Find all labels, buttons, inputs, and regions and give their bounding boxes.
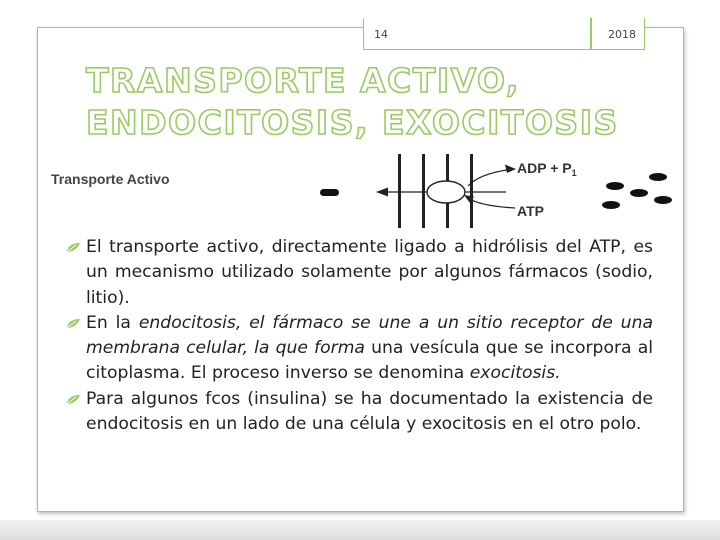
page-bottom-shadow xyxy=(0,520,720,540)
membrane-left-outer xyxy=(422,154,425,228)
ion-5 xyxy=(654,196,672,204)
ion-3 xyxy=(630,189,648,197)
bullet-2-text-b: endocitosis, el fármaco se une a un sitio receptor de una membrana celular, la que forma xyxy=(86,312,653,359)
bullet-3-text: Para algunos fcos (insulina) se ha documentado la existencia de endocitosis en un lado de una célula y exocitosis en el otro polo. xyxy=(86,388,653,435)
adp-arrow-head xyxy=(505,165,516,174)
ion-2 xyxy=(649,173,667,181)
slide-year: 2018 xyxy=(591,18,645,50)
slide-title xyxy=(86,60,686,144)
flow-arrow-head xyxy=(376,188,388,197)
membrane-pump-illustration xyxy=(40,150,680,230)
diagram-label: Transporte Activo xyxy=(51,171,170,187)
transport-diagram xyxy=(40,150,680,230)
membrane-right-outer xyxy=(470,154,473,228)
adp-label: ADP + $P_1$ xyxy=(517,160,577,178)
bullet-1-text: El transporte activo, directamente ligado a hidrólisis del ATP, es un mecanismo utilizado solamente por algunos fármacos (sodio, litio). xyxy=(86,237,653,308)
atp-label: ATP xyxy=(517,203,544,219)
membrane-left-inner xyxy=(398,154,401,228)
bullet-2-text-a: En la xyxy=(86,312,139,333)
title-line-1: TRANSPORTE ACTIVO, xyxy=(86,61,520,100)
bullet-item-2 xyxy=(65,311,653,387)
bullet-2-text-c: una vesícula que se incorpora al citoplasma. El proceso inverso se denomina xyxy=(86,338,653,384)
leaf-bullet-icon xyxy=(66,242,81,253)
ion-4 xyxy=(602,201,620,209)
bullet-2-text-d: exocitosis. xyxy=(469,363,561,384)
bullet-item-3 xyxy=(65,387,653,438)
slide-number: 14 xyxy=(363,18,591,50)
ion-1 xyxy=(606,182,624,190)
carrier-protein xyxy=(427,181,465,203)
leaf-bullet-icon xyxy=(66,318,81,329)
molecule-left xyxy=(320,189,339,196)
bullet-list xyxy=(65,235,653,437)
leaf-bullet-icon xyxy=(66,394,81,405)
title-line-2: ENDOCITOSIS, EXOCITOSIS xyxy=(86,103,619,142)
bullet-item-1 xyxy=(65,235,653,311)
atp-curve xyxy=(468,198,515,208)
